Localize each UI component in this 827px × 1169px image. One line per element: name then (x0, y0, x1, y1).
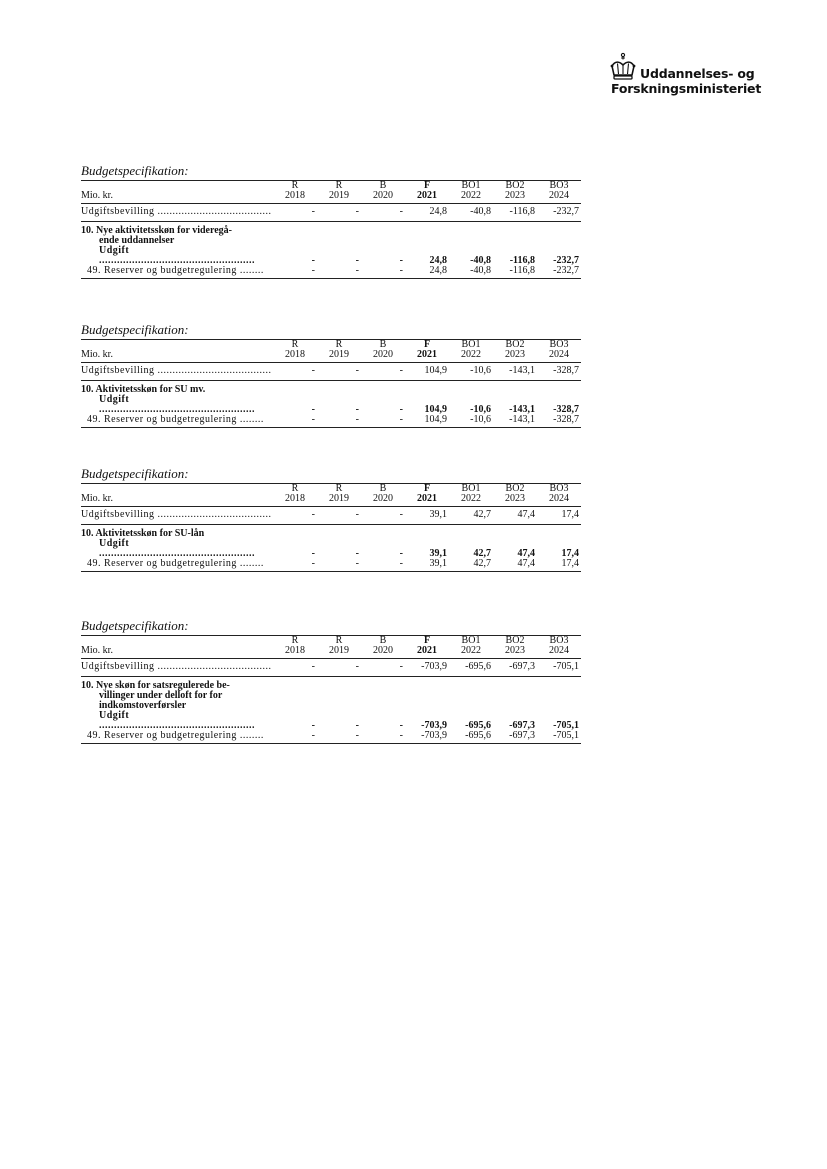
cell-value: -116,8 (509, 265, 535, 276)
section-label-line: villinger under delloft for for (99, 690, 223, 701)
col-header-year: 2024 (537, 494, 581, 507)
cell-value: -40,8 (449, 204, 493, 222)
col-header-type: BO3 (549, 635, 569, 646)
col-header-year: 2022 (449, 494, 493, 507)
cell-value: -232,7 (537, 204, 581, 222)
col-header-year: 2020 (361, 350, 405, 363)
cell-value: -40,8 (470, 265, 491, 276)
cell-value: - (273, 659, 317, 677)
budget-heading: Budgetspecifikation: (81, 466, 189, 481)
cell-value: -705,1 (537, 659, 581, 677)
col-header-type: R (335, 180, 343, 191)
cell-value: -328,7 (553, 404, 579, 415)
udgift-row (81, 711, 581, 731)
cell-value: 42,7 (473, 558, 491, 569)
col-header-type: BO2 (505, 635, 525, 646)
section-row (81, 525, 581, 540)
cell-value: - (355, 404, 359, 415)
udgiftsbevilling-row (81, 507, 581, 525)
col-header-type: R (291, 483, 299, 494)
section-row (81, 222, 581, 247)
cell-value: - (361, 204, 405, 222)
col-header-type: R (291, 180, 299, 191)
cell-value: -143,1 (493, 363, 537, 381)
unit-label: Mio. kr. (81, 494, 273, 507)
cell-value: - (399, 414, 403, 425)
cell-value: - (355, 720, 359, 731)
cell-value: - (355, 414, 359, 425)
cell-value: - (361, 507, 405, 525)
section-label-line: indkomstoverførsler (99, 700, 187, 711)
row-label: 49. Reserver og budgetregulering ........ (87, 265, 264, 276)
col-header-year: 2023 (493, 191, 537, 204)
cell-value: -10,6 (470, 404, 491, 415)
col-header-type: B (379, 635, 387, 646)
col-header-type: B (379, 339, 387, 350)
cell-value: - (361, 363, 405, 381)
budget-heading: Budgetspecifikation: (81, 322, 189, 337)
cell-value: 47,4 (517, 548, 535, 559)
cell-value: 17,4 (561, 548, 579, 559)
section-label-line: 10. Aktivitetsskøn for SU-lån (81, 528, 205, 539)
col-header-year: 2024 (537, 350, 581, 363)
cell-value: - (311, 720, 315, 731)
col-header-year: 2018 (273, 646, 317, 659)
cell-value: -143,1 (509, 404, 535, 415)
row-label: 49. Reserver og budgetregulering ........ (87, 558, 264, 569)
section-row (81, 677, 581, 712)
cell-value: 24,8 (429, 255, 447, 266)
unit-label: Mio. kr. (81, 191, 273, 204)
cell-value: - (361, 659, 405, 677)
cell-value: - (399, 548, 403, 559)
cell-value: -232,7 (553, 265, 579, 276)
cell-value: 24,8 (429, 265, 447, 276)
col-header-type: F (423, 339, 431, 350)
col-header-type: B (379, 180, 387, 191)
budget-table-1 (81, 162, 581, 279)
cell-value: 39,1 (429, 558, 447, 569)
cell-value: 42,7 (473, 548, 491, 559)
cell-value: 24,8 (405, 204, 449, 222)
col-header-type: F (423, 180, 431, 191)
cell-value: -697,3 (509, 730, 535, 741)
cell-value: 104,9 (405, 363, 449, 381)
cell-value: -697,3 (509, 720, 535, 731)
cell-value: -10,6 (470, 414, 491, 425)
cell-value: 17,4 (561, 558, 579, 569)
cell-value: - (399, 255, 403, 266)
cell-value: -116,8 (493, 204, 537, 222)
row-label: Udgiftsbevilling ...................................... (81, 659, 273, 677)
budget-specification-table (81, 483, 581, 572)
cell-value: - (355, 730, 359, 741)
col-header-year: 2022 (449, 350, 493, 363)
col-header-year: 2024 (537, 191, 581, 204)
row-label: Udgiftsbevilling ...................................... (81, 204, 273, 222)
cell-value: - (355, 558, 359, 569)
section-label (81, 525, 273, 540)
udgiftsbevilling-row (81, 204, 581, 222)
col-header-year: 2019 (317, 350, 361, 363)
cell-value: - (355, 255, 359, 266)
udgift-row (81, 246, 581, 266)
section-label-line: ende uddannelser (99, 235, 175, 246)
cell-value: 47,4 (517, 558, 535, 569)
cell-value: -116,8 (509, 255, 535, 266)
cell-value: - (399, 558, 403, 569)
col-header-year: 2020 (361, 646, 405, 659)
col-header-type: BO3 (549, 339, 569, 350)
row-label: Udgift .................................................... (99, 538, 255, 559)
cell-value: -695,6 (449, 659, 493, 677)
cell-value: - (355, 265, 359, 276)
cell-value: -703,9 (421, 720, 447, 731)
col-header-year: 2021 (405, 350, 449, 363)
unit-label: Mio. kr. (81, 350, 273, 363)
col-header-type: R (335, 339, 343, 350)
budget-specification-table (81, 339, 581, 428)
reserve-row (81, 731, 581, 744)
cell-value: 104,9 (424, 404, 447, 415)
cell-value: - (399, 730, 403, 741)
cell-value: -705,1 (553, 730, 579, 741)
cell-value: 104,9 (424, 414, 447, 425)
col-header-year: 2021 (405, 191, 449, 204)
col-header-year: 2022 (449, 191, 493, 204)
cell-value: - (273, 204, 317, 222)
cell-value: - (311, 414, 315, 425)
col-header-year: 2018 (273, 350, 317, 363)
cell-value: -143,1 (509, 414, 535, 425)
col-header-type: BO3 (549, 483, 569, 494)
col-header-type: R (335, 635, 343, 646)
col-header-year: 2021 (405, 494, 449, 507)
cell-value: -697,3 (493, 659, 537, 677)
col-header-type: B (379, 483, 387, 494)
ministry-logo (609, 50, 762, 100)
crown-icon (609, 52, 637, 82)
cell-value: - (311, 255, 315, 266)
budget-specification-table (81, 635, 581, 744)
col-header-type: F (423, 635, 431, 646)
cell-value: - (273, 363, 317, 381)
cell-value: - (317, 363, 361, 381)
cell-value: -705,1 (553, 720, 579, 731)
row-label: Udgiftsbevilling ...................................... (81, 507, 273, 525)
cell-value: -703,9 (421, 730, 447, 741)
col-header-year: 2019 (317, 494, 361, 507)
reserve-row (81, 266, 581, 279)
col-header-type: BO1 (461, 180, 481, 191)
cell-value: -695,6 (465, 730, 491, 741)
cell-value: -695,6 (465, 720, 491, 731)
col-header-type: R (291, 635, 299, 646)
udgift-row (81, 395, 581, 415)
reserve-row (81, 415, 581, 428)
cell-value: - (317, 507, 361, 525)
section-row (81, 381, 581, 396)
section-label (81, 677, 273, 712)
col-header-year: 2020 (361, 494, 405, 507)
col-header-year: 2020 (361, 191, 405, 204)
col-header-type: BO2 (505, 483, 525, 494)
cell-value: -232,7 (553, 255, 579, 266)
udgiftsbevilling-row (81, 659, 581, 677)
cell-value: 39,1 (405, 507, 449, 525)
cell-value: - (311, 558, 315, 569)
cell-value: - (311, 404, 315, 415)
cell-value: - (317, 204, 361, 222)
cell-value: -328,7 (537, 363, 581, 381)
col-header-type: F (423, 483, 431, 494)
col-header-year: 2022 (449, 646, 493, 659)
col-header-type: BO2 (505, 339, 525, 350)
col-header-year: 2024 (537, 646, 581, 659)
cell-value: - (399, 404, 403, 415)
budget-table-4 (81, 617, 581, 744)
budget-heading: Budgetspecifikation: (81, 163, 189, 178)
section-label (81, 381, 273, 396)
col-header-year: 2021 (405, 646, 449, 659)
cell-value: -703,9 (405, 659, 449, 677)
col-header-type: R (335, 483, 343, 494)
col-header-year: 2023 (493, 350, 537, 363)
col-header-type: BO1 (461, 339, 481, 350)
cell-value: - (311, 548, 315, 559)
col-header-year: 2018 (273, 191, 317, 204)
reserve-row (81, 559, 581, 572)
row-label: Udgift .................................................... (99, 710, 255, 731)
section-label-line: 10. Nye aktivitetsskøn for videregå- (81, 225, 233, 236)
budget-table-2 (81, 321, 581, 428)
row-label: 49. Reserver og budgetregulering ........ (87, 414, 264, 425)
col-header-type: BO3 (549, 180, 569, 191)
col-header-type: BO2 (505, 180, 525, 191)
row-label: 49. Reserver og budgetregulering ........ (87, 730, 264, 741)
row-label: Udgift .................................................... (99, 394, 255, 415)
cell-value: -328,7 (553, 414, 579, 425)
cell-value: 39,1 (429, 548, 447, 559)
row-label: Udgift .................................................... (99, 245, 255, 266)
section-label-line: 10. Nye skøn for satsregulerede be- (81, 680, 230, 691)
row-label: Udgiftsbevilling ...................................... (81, 363, 273, 381)
col-header-year: 2019 (317, 191, 361, 204)
unit-label: Mio. kr. (81, 646, 273, 659)
cell-value: 47,4 (493, 507, 537, 525)
cell-value: - (317, 659, 361, 677)
udgiftsbevilling-row (81, 363, 581, 381)
col-header-type: BO1 (461, 483, 481, 494)
cell-value: - (399, 265, 403, 276)
cell-value: 42,7 (449, 507, 493, 525)
cell-value: - (311, 730, 315, 741)
logo-line-2: Forskningsministeriet (611, 81, 762, 96)
budget-specification-table (81, 180, 581, 279)
col-header-type: R (291, 339, 299, 350)
budget-table-3 (81, 465, 581, 572)
col-header-year: 2018 (273, 494, 317, 507)
section-label (81, 222, 273, 247)
cell-value: 17,4 (537, 507, 581, 525)
udgift-row (81, 539, 581, 559)
section-label-line: 10. Aktivitetsskøn for SU mv. (81, 384, 206, 395)
cell-value: - (399, 720, 403, 731)
cell-value: -10,6 (449, 363, 493, 381)
budget-heading: Budgetspecifikation: (81, 618, 189, 633)
cell-value: -40,8 (470, 255, 491, 266)
col-header-type: BO1 (461, 635, 481, 646)
cell-value: - (355, 548, 359, 559)
col-header-year: 2023 (493, 646, 537, 659)
logo-line-1: Uddannelses- og (640, 66, 755, 81)
col-header-year: 2019 (317, 646, 361, 659)
col-header-year: 2023 (493, 494, 537, 507)
cell-value: - (311, 265, 315, 276)
cell-value: - (273, 507, 317, 525)
